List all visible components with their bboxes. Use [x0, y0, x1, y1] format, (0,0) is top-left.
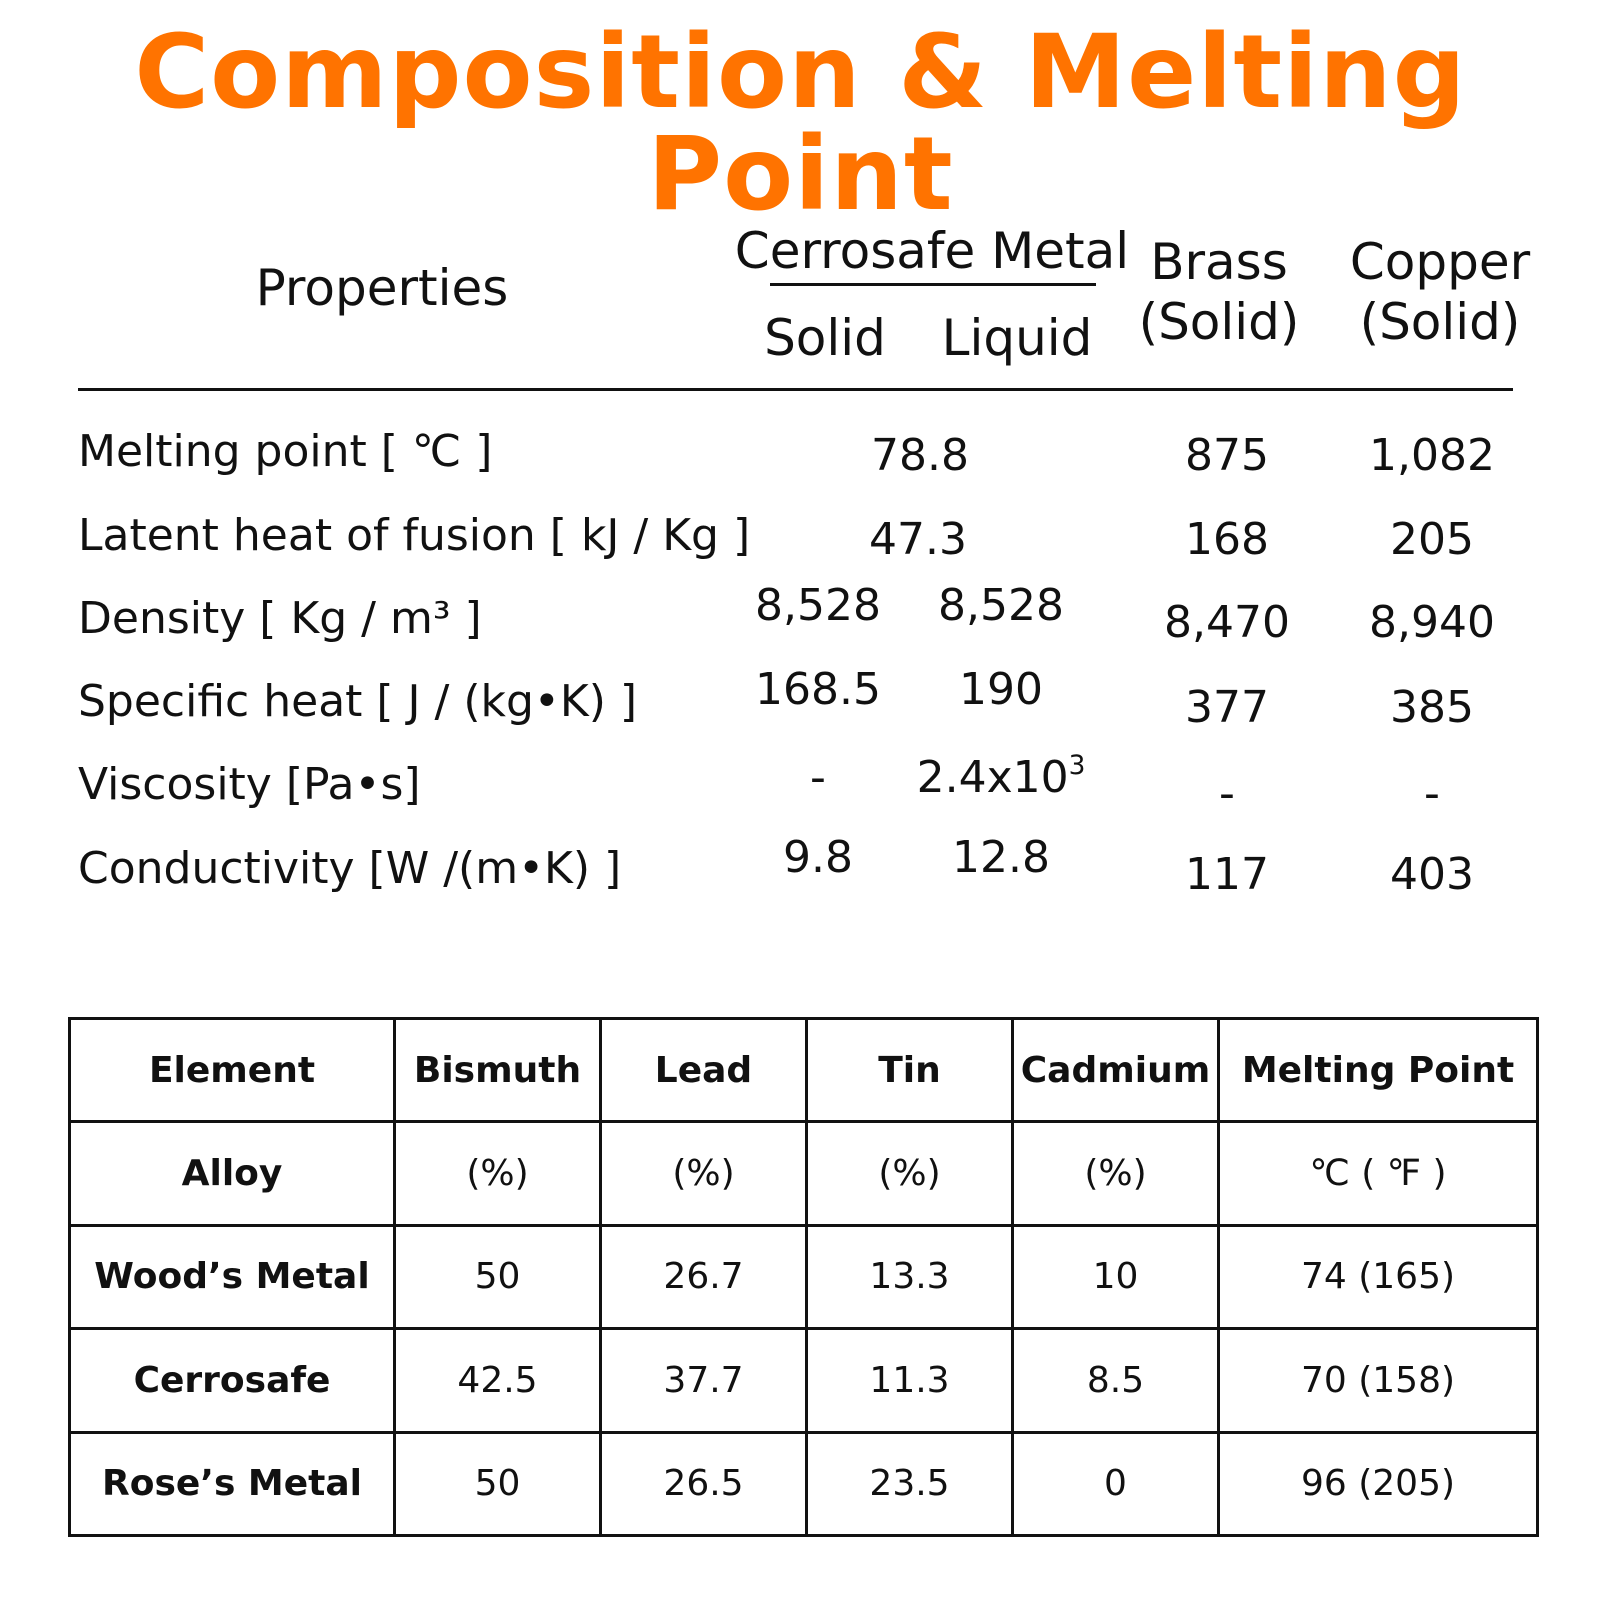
brass-specific-heat: 377 — [1185, 682, 1269, 733]
cerrosafe-liquid-conductivity: 12.8 — [952, 832, 1050, 883]
melting-point-value: 70 (158) — [1219, 1329, 1538, 1432]
header-brass-line2: (Solid) — [1138, 293, 1300, 351]
units-cadmium: (%) — [1013, 1122, 1219, 1225]
header-solid: Solid — [764, 309, 886, 367]
copper-latent-heat: 205 — [1390, 514, 1474, 565]
units-melting-point: ℃ ( ℉ ) — [1219, 1122, 1538, 1225]
lead-value: 37.7 — [601, 1329, 807, 1432]
units-bismuth: (%) — [395, 1122, 601, 1225]
cerrosafe-solid-density: 8,528 — [755, 580, 881, 631]
composition-units-row — [70, 1122, 1538, 1225]
cerrosafe-liquid-density: 8,528 — [938, 580, 1064, 631]
header-properties: Properties — [255, 259, 509, 317]
header-cadmium: Cadmium — [1013, 1019, 1219, 1122]
group-underline — [770, 283, 1096, 286]
header-copper-line1: Copper — [1349, 233, 1531, 291]
row-label-latent-heat: Latent heat of fusion [ kJ / Kg ] — [78, 510, 751, 561]
cerrosafe-solid-specific-heat: 168.5 — [755, 664, 881, 715]
cadmium-value: 10 — [1013, 1225, 1219, 1328]
row-label-density: Density [ Kg / m³ ] — [78, 593, 482, 644]
header-liquid: Liquid — [941, 309, 1093, 367]
viscosity-base: 2.4x10 — [916, 752, 1069, 803]
copper-viscosity: - — [1424, 768, 1440, 819]
header-copper — [1350, 232, 1530, 352]
page-title: Composition & Melting Point — [134, 13, 1467, 234]
header-bismuth: Bismuth — [395, 1019, 601, 1122]
cerrosafe-solid-conductivity: 9.8 — [783, 832, 853, 883]
header-brass — [1139, 232, 1300, 352]
units-tin: (%) — [807, 1122, 1013, 1225]
row-label-melting-point: Melting point [ ℃ ] — [78, 426, 493, 477]
table-row — [70, 1225, 1538, 1328]
alloy-name: Rose’s Metal — [70, 1432, 395, 1535]
header-cerrosafe-metal: Cerrosafe Metal — [734, 222, 1130, 280]
table-row — [70, 1432, 1538, 1535]
brass-melting-point: 875 — [1185, 430, 1269, 481]
row-label-viscosity: Viscosity [Pa•s] — [78, 759, 421, 810]
brass-viscosity: - — [1219, 768, 1235, 819]
tin-value: 13.3 — [807, 1225, 1013, 1328]
cerrosafe-liquid-specific-heat: 190 — [959, 664, 1043, 715]
tin-value: 23.5 — [807, 1432, 1013, 1535]
cadmium-value: 8.5 — [1013, 1329, 1219, 1432]
composition-table — [68, 1017, 1539, 1537]
header-melting-point: Melting Point — [1219, 1019, 1538, 1122]
cerrosafe-melting-point: 78.8 — [871, 430, 969, 481]
row-label-conductivity: Conductivity [W /(m•K) ] — [78, 843, 622, 894]
row-label-specific-heat: Specific heat [ J / (kg•K) ] — [78, 676, 638, 727]
alloy-name: Cerrosafe — [70, 1329, 395, 1432]
header-lead: Lead — [601, 1019, 807, 1122]
tin-value: 11.3 — [807, 1329, 1013, 1432]
header-rule — [78, 388, 1513, 391]
copper-specific-heat: 385 — [1390, 682, 1474, 733]
brass-latent-heat: 168 — [1185, 514, 1269, 565]
melting-point-value: 74 (165) — [1219, 1225, 1538, 1328]
bismuth-value: 42.5 — [395, 1329, 601, 1432]
cadmium-value: 0 — [1013, 1432, 1219, 1535]
copper-melting-point: 1,082 — [1369, 430, 1495, 481]
header-tin: Tin — [807, 1019, 1013, 1122]
viscosity-exponent: 3 — [1068, 750, 1086, 782]
brass-density: 8,470 — [1164, 597, 1290, 648]
bismuth-value: 50 — [395, 1432, 601, 1535]
header-brass-line1: Brass — [1150, 233, 1288, 291]
bismuth-value: 50 — [395, 1225, 601, 1328]
composition-header-row — [70, 1019, 1538, 1122]
melting-point-value: 96 (205) — [1219, 1432, 1538, 1535]
copper-conductivity: 403 — [1390, 849, 1474, 900]
brass-conductivity: 117 — [1185, 849, 1269, 900]
header-copper-line2: (Solid) — [1359, 293, 1521, 351]
cerrosafe-solid-viscosity: - — [810, 752, 826, 803]
lead-value: 26.5 — [601, 1432, 807, 1535]
cerrosafe-latent-heat: 47.3 — [869, 514, 967, 565]
cerrosafe-liquid-viscosity — [916, 750, 1086, 803]
table-row — [70, 1329, 1538, 1432]
units-lead: (%) — [601, 1122, 807, 1225]
copper-density: 8,940 — [1369, 597, 1495, 648]
units-alloy: Alloy — [70, 1122, 395, 1225]
lead-value: 26.7 — [601, 1225, 807, 1328]
header-element: Element — [70, 1019, 395, 1122]
alloy-name: Wood’s Metal — [70, 1225, 395, 1328]
